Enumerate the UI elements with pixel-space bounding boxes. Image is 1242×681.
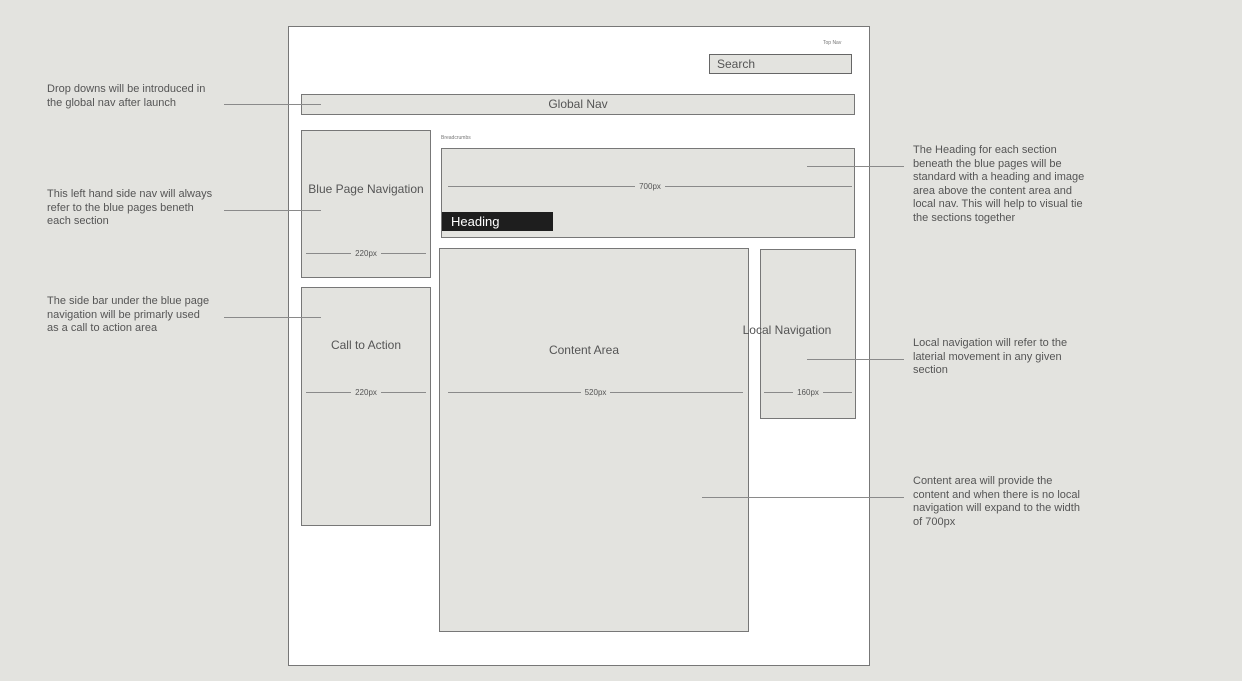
global-nav[interactable] <box>301 94 855 115</box>
note-line: navigation will expand to the width <box>913 502 1080 514</box>
note-line: The side bar under the blue page <box>47 295 210 307</box>
breadcrumbs[interactable]: Breadcrumbs <box>441 135 471 141</box>
note-line: beneath the blue pages will be <box>913 157 1062 170</box>
note-local-nav <box>913 337 1118 378</box>
note-line: area above the content area and <box>913 184 1073 197</box>
note-line: refer to the blue pages beneth <box>47 201 194 214</box>
leader-line-content <box>702 497 904 498</box>
note-line: as a call to action area <box>47 322 158 334</box>
note-line: laterial movement in any given <box>913 350 1062 363</box>
content-area-dimension <box>448 388 743 397</box>
note-side-bar <box>47 295 232 336</box>
global-nav-label: Global Nav <box>548 97 608 111</box>
note-line: of 700px <box>913 515 956 528</box>
note-line: This left hand side nav will always <box>47 188 213 200</box>
call-to-action-dimension <box>306 388 426 397</box>
local-nav-dimension <box>764 388 852 397</box>
note-line: each section <box>47 215 109 227</box>
call-to-action-width: 220px <box>355 388 377 397</box>
note-line: content and when there is no local <box>913 488 1080 501</box>
leader-line-local-nav <box>807 359 904 360</box>
blue-page-nav-width: 220px <box>355 249 377 258</box>
note-line: the sections together <box>913 211 1016 224</box>
heading-area-width: 700px <box>639 182 661 191</box>
local-nav-width: 160px <box>797 388 819 397</box>
leader-line-heading <box>807 166 904 167</box>
note-line: Drop downs will be introduced in <box>47 83 206 95</box>
blue-page-nav-label: Blue Page Navigation <box>308 182 424 196</box>
note-line: Content area will provide the <box>913 475 1053 487</box>
content-area-width: 520px <box>584 388 607 397</box>
content-area-label: Content Area <box>548 343 620 357</box>
note-line: local nav. This will help to visual tie <box>913 198 1083 210</box>
note-line: section <box>913 364 948 376</box>
section-heading: Heading <box>442 212 553 231</box>
note-content <box>913 475 1118 529</box>
note-global-nav <box>47 83 232 110</box>
note-line: The Heading for each section <box>913 144 1057 156</box>
blue-page-nav-dimension <box>306 249 426 258</box>
top-nav-label: Top Nav <box>823 40 842 46</box>
note-line: the global nav after launch <box>47 96 177 109</box>
leader-line-side-bar <box>224 317 321 318</box>
note-line: standard with a heading and image <box>913 171 1085 183</box>
local-nav-label: Local Navigation <box>742 323 832 337</box>
note-line: navigation will be primarly used <box>47 308 200 321</box>
search-box[interactable]: Search <box>709 54 852 74</box>
note-heading <box>913 144 1118 225</box>
call-to-action-label: Call to Action <box>330 338 402 352</box>
heading-area-dimension <box>448 182 852 191</box>
leader-line-left-nav <box>224 210 321 211</box>
leader-line-global-nav <box>224 104 321 105</box>
call-to-action-box[interactable] <box>301 287 431 526</box>
note-line: Local navigation will refer to the <box>913 337 1068 349</box>
content-area-box <box>439 248 749 632</box>
note-left-nav <box>47 188 232 229</box>
